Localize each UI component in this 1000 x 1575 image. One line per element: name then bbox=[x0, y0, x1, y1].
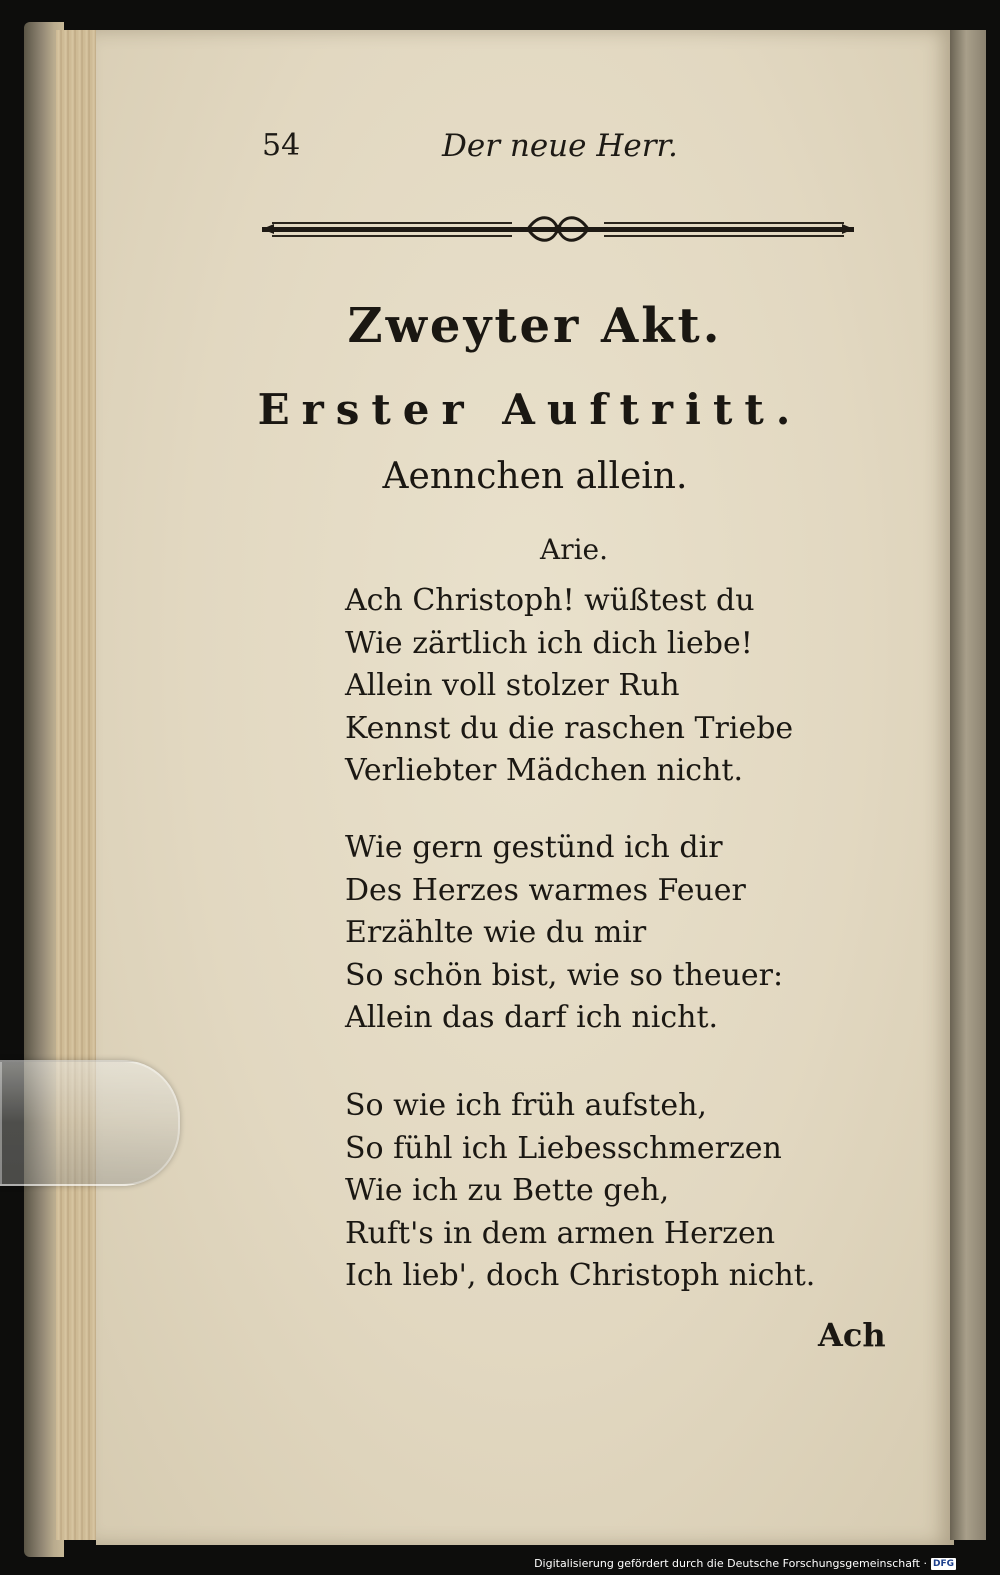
page-header bbox=[262, 128, 862, 168]
verse-line: Wie gern gestünd ich dir bbox=[345, 830, 723, 865]
page-stack-edge bbox=[56, 30, 100, 1540]
verse-line: Allein das darf ich nicht. bbox=[345, 1000, 719, 1035]
verse-line: Des Herzes warmes Feuer bbox=[345, 872, 746, 908]
verse-line: So fühl ich Liebesschmerzen bbox=[345, 1130, 782, 1166]
page-holder-clip bbox=[0, 1060, 180, 1186]
stanza-1 bbox=[345, 580, 815, 793]
verse-line: Kennst du die raschen Triebe bbox=[345, 710, 794, 746]
verse-line: Ich lieb', doch Christoph nicht. bbox=[345, 1258, 816, 1293]
running-head: Der neue Herr. bbox=[442, 128, 678, 164]
verse-line: So wie ich früh aufsteh, bbox=[345, 1088, 707, 1123]
verse-line: Allein voll stolzer Ruh bbox=[345, 668, 680, 703]
scene-title: Erster Auftritt. bbox=[257, 385, 803, 434]
verse-line: Erzählte wie du mir bbox=[345, 915, 647, 950]
page-number: 54 bbox=[262, 128, 301, 163]
stanza-3 bbox=[345, 1085, 815, 1298]
verse-line: Ach Christoph! wüßtest du bbox=[345, 583, 755, 618]
adjacent-page-edge bbox=[950, 30, 986, 1540]
act-title: Zweyter Akt. bbox=[347, 298, 723, 354]
aria-label: Arie. bbox=[540, 533, 609, 566]
verse-line: So schön bist, wie so theuer: bbox=[345, 957, 784, 993]
dfg-logo: DFG bbox=[932, 1558, 954, 1569]
stanza-2 bbox=[345, 827, 815, 1040]
ornament-rule bbox=[262, 212, 854, 246]
credit-text: Digitalisierung gefördert durch die Deutsche Forschungsgemeinschaft · bbox=[534, 1557, 927, 1570]
verse-line: Wie ich zu Bette geh, bbox=[345, 1173, 670, 1208]
character-heading: Aennchen allein. bbox=[382, 456, 688, 497]
catchword: Ach bbox=[818, 1316, 886, 1354]
verse-line: Wie zärtlich ich dich liebe! bbox=[345, 625, 753, 661]
verse-line: Ruft's in dem armen Herzen bbox=[345, 1215, 776, 1251]
verse-line: Verliebter Mädchen nicht. bbox=[345, 753, 744, 788]
digitization-credit bbox=[534, 1557, 956, 1570]
